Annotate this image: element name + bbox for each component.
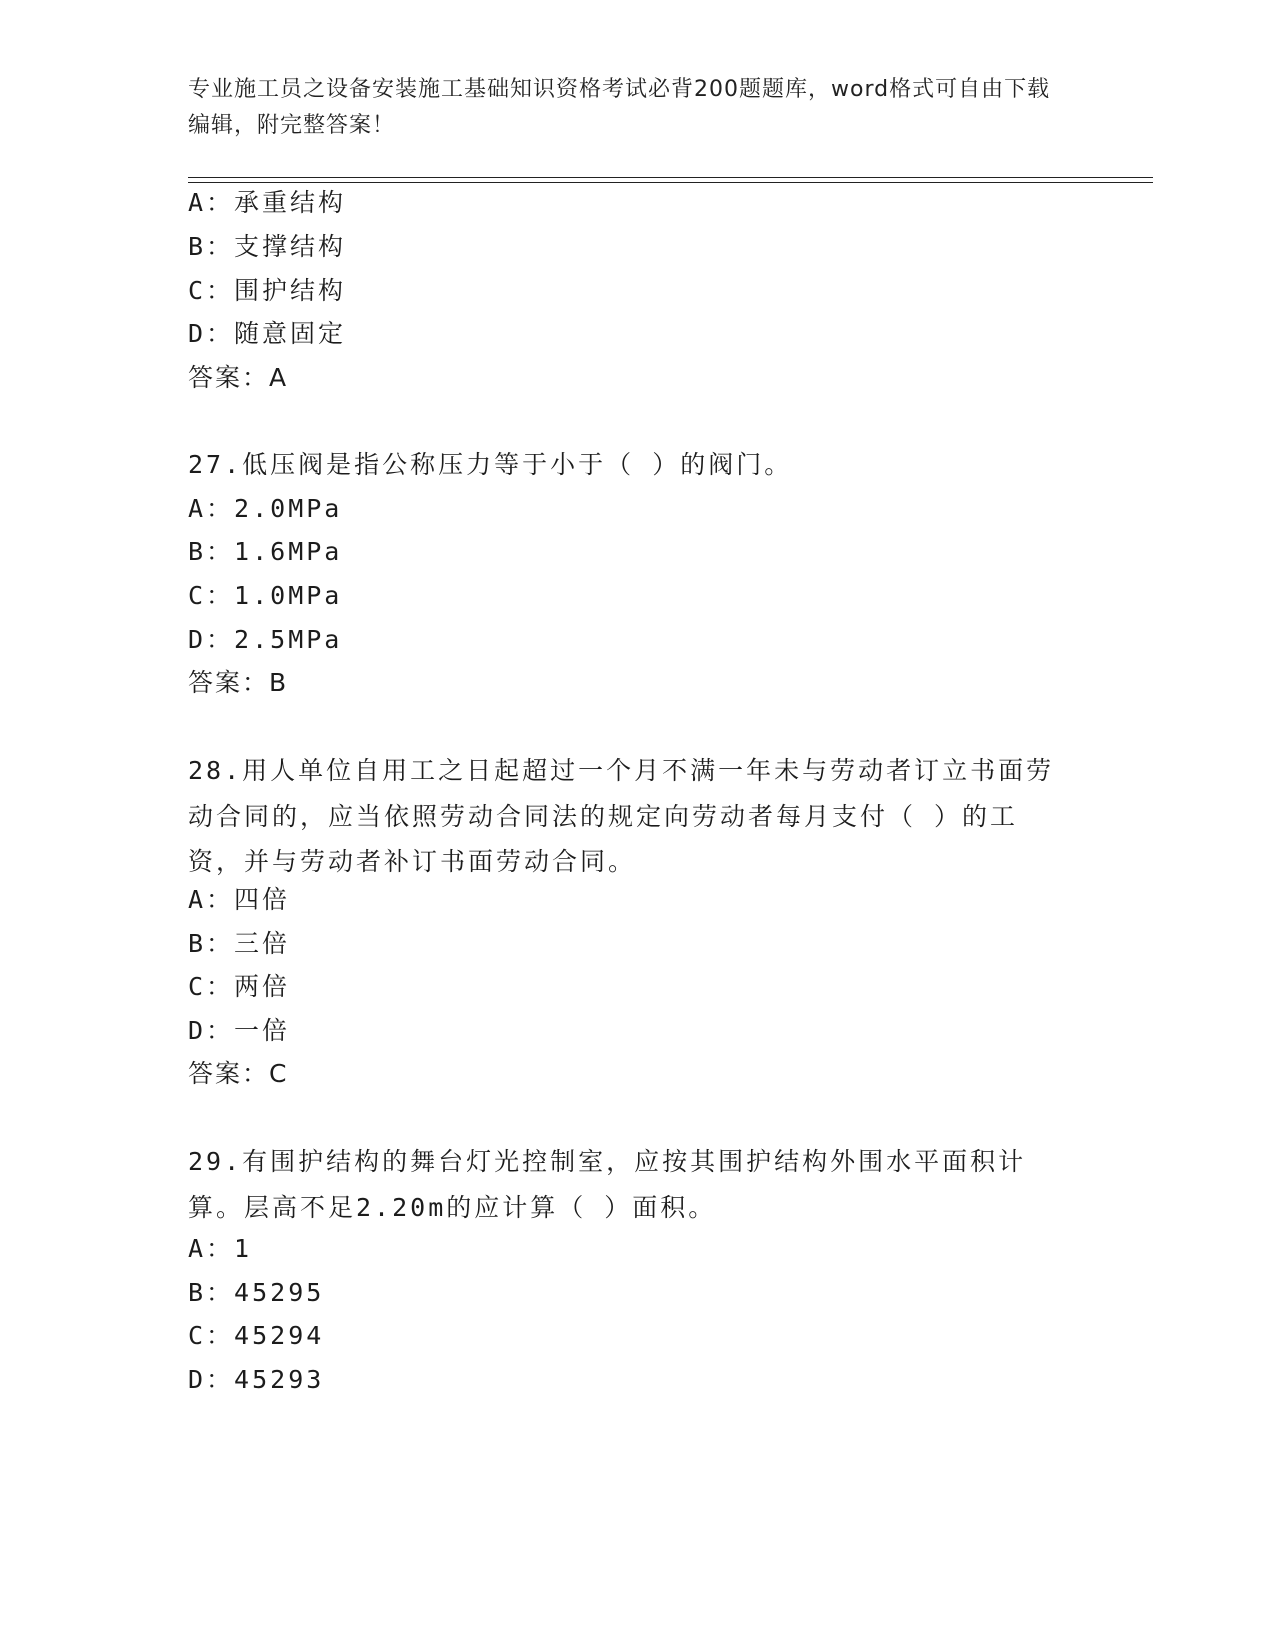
q26-answer: 答案：A <box>188 363 289 392</box>
q27-option-c: C：1.0MPa <box>188 581 343 610</box>
q29-question: 29.有围护结构的舞台灯光控制室，应按其围护结构外围水平面积计算。层高不足2.20m的应计算（ ）面积。 <box>188 1147 1027 1222</box>
q28-option-b: B：三倍 <box>188 929 291 958</box>
header-divider-bottom <box>188 182 1153 183</box>
q29-option-b: B：45295 <box>188 1278 325 1307</box>
q27-question: 27.低压阀是指公称压力等于小于（ ）的阀门。 <box>188 450 793 479</box>
q26-option-d: D：随意固定 <box>188 319 347 348</box>
q26-option-c: C：围护结构 <box>188 276 347 305</box>
q27-option-a: A：2.0MPa <box>188 494 343 523</box>
q28-option-c: C：两倍 <box>188 972 291 1001</box>
q29-option-a: A：1 <box>188 1234 253 1263</box>
header-divider-top <box>188 177 1153 178</box>
q29-option-c: C：45294 <box>188 1321 325 1350</box>
q26-option-b: B：支撑结构 <box>188 232 347 261</box>
document-header: 专业施工员之设备安装施工基础知识资格考试必背200题题库，word格式可自由下载编辑，附完整答案！ <box>188 77 1051 138</box>
q28-answer: 答案：C <box>188 1059 289 1088</box>
q28-question: 28.用人单位自用工之日起超过一个月不满一年未与劳动者订立书面劳动合同的，应当依照劳动合同法的规定向劳动者每月支付（ ）的工资，并与劳动者补订书面劳动合同。 <box>188 756 1055 876</box>
q28-option-a: A：四倍 <box>188 885 291 914</box>
q27-option-d: D：2.5MPa <box>188 625 343 654</box>
q29-option-d: D：45293 <box>188 1365 325 1394</box>
q27-answer: 答案：B <box>188 668 289 697</box>
q27-option-b: B：1.6MPa <box>188 537 343 566</box>
q28-option-d: D：一倍 <box>188 1016 291 1045</box>
q26-option-a: A：承重结构 <box>188 188 347 217</box>
